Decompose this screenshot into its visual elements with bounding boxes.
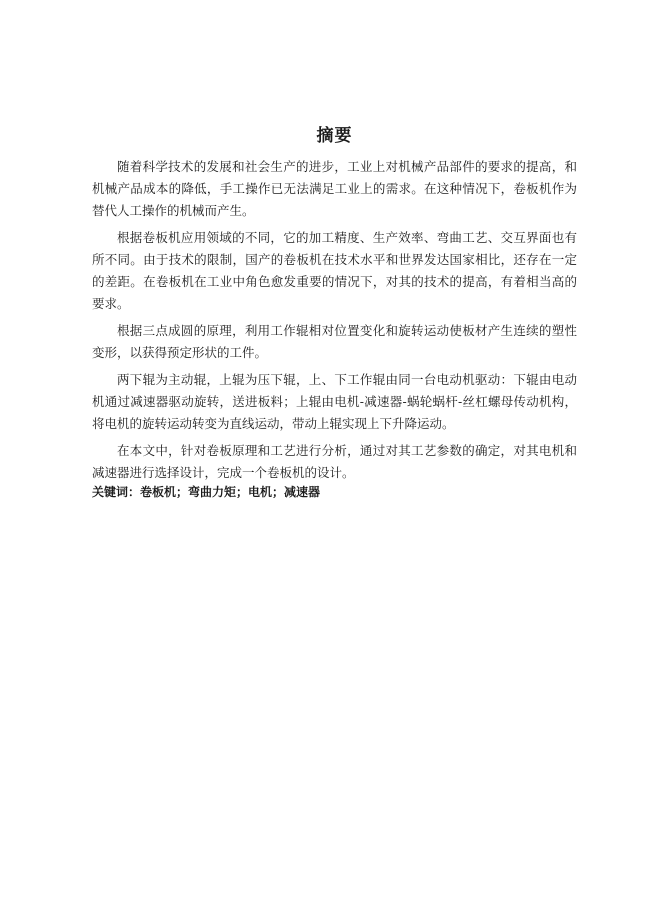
abstract-paragraph-2: 根据卷板机应用领域的不同，它的加工精度、生产效率、弯曲工艺、交互界面也有所不同。由于技术的限制，国产的卷板机在技术水平和世界发达国家相比，还存在一定的差距。在卷板机在工业中角色愈发重要的情况下，对其的技术的提高，有着相当高的要求。 — [92, 230, 577, 311]
abstract-title: 摘要 — [316, 126, 353, 146]
keywords-line: 关键词：卷板机；弯曲力矩；电机；减速器 — [92, 485, 321, 499]
abstract-paragraph-4: 两下辊为主动辊，上辊为压下辊，上、下工作辊由同一台电动机驱动：下辊由电动机通过减速器驱动旋转，送进板料；上辊由电机-减速器-蜗轮蜗杆-丝杠螺母传动机构，将电机的旋转运动转变为直线运动，带动上辊实现上下升降运动。 — [92, 372, 577, 431]
abstract-paragraph-5: 在本文中，针对卷板原理和工艺进行分析，通过对其工艺参数的确定，对其电机和减速器进行选择设计，完成一个卷板机的设计。 — [92, 443, 577, 480]
abstract-paragraph-3: 根据三点成圆的原理，利用工作辊相对位置变化和旋转运动使板材产生连续的塑性变形，以获得预定形状的工件。 — [92, 323, 577, 360]
abstract-paragraph-1: 随着科学技术的发展和社会生产的进步，工业上对机械产品部件的要求的提高，和机械产品成本的降低，手工操作已无法满足工业上的需求。在这种情况下，卷板机作为替代人工操作的机械而产生。 — [92, 159, 577, 218]
abstract-section — [92, 124, 577, 500]
